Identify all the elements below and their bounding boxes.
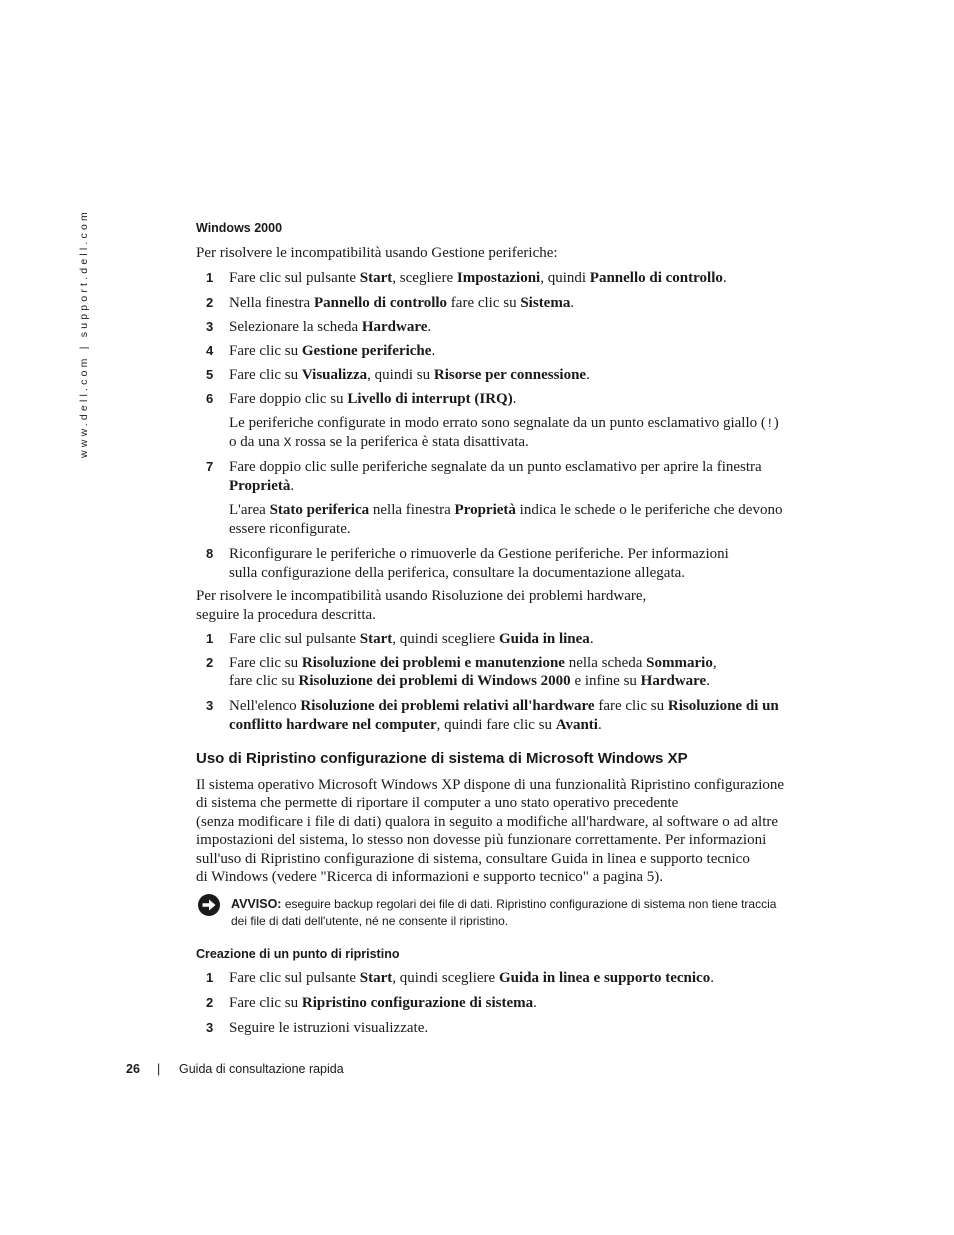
xp-paragraph-line: impostazioni del sistema, lo stesso non dovesse più funzionare correttamente. Per informazioni <box>196 832 767 848</box>
notice-arrow-icon <box>198 894 220 916</box>
intro-paragraph: Per risolvere le incompatibilità usando Gestione periferiche: <box>196 245 558 261</box>
step-6-note-line2: o da una X rossa se la periferica è stata disattivata. <box>229 434 529 450</box>
xp-paragraph-line: Il sistema operativo Microsoft Windows XP dispone di una funzionalità Ripristino configurazione <box>196 777 785 793</box>
intro2-line2: seguire la procedura descritta. <box>196 607 376 623</box>
page-number: 26 <box>126 1062 140 1076</box>
step-7-note: L'area Stato periferica nella finestra Proprietà indica le schede o le periferiche che devono <box>229 502 783 518</box>
restore-point-subheading: Creazione di un punto di ripristino <box>196 947 400 961</box>
xp-paragraph-line: di sistema che permette di riportare il computer a uno stato operativo precedente <box>196 795 679 811</box>
footer-separator: | <box>157 1062 161 1076</box>
xp-paragraph-line: di Windows (vedere "Ricerca di informazioni e supporto tecnico" a pagina 5). <box>196 869 664 885</box>
xp-paragraph-line: (senza modificare i file di dati) qualora in seguito a modifiche all'hardware, al software o ad altre <box>196 814 779 830</box>
step-6-note: Le periferiche configurate in modo errato sono segnalate da un punto esclamativo giallo (!) <box>229 415 779 431</box>
intro2-line1: Per risolvere le incompatibilità usando Risoluzione dei problemi hardware, <box>196 588 647 604</box>
xp-section-heading: Uso di Ripristino configurazione di sistema di Microsoft Windows XP <box>196 750 688 767</box>
windows-2000-heading: Windows 2000 <box>196 221 283 235</box>
xp-paragraph-line: sull'uso di Ripristino configurazione di sistema, consultare Guida in linea e supporto tecnico <box>196 851 750 867</box>
sidebar-url: www.dell.com | support.dell.com <box>78 209 90 458</box>
notice-text: AVVISO: eseguire backup regolari dei file di dati. Ripristino configurazione di sistema non tiene traccia <box>231 897 777 911</box>
footer-title: Guida di consultazione rapida <box>179 1062 344 1076</box>
notice-text-line2: dei file di dati dell'utente, né ne consente il ripristino. <box>231 914 509 928</box>
step-7-note-line2: essere riconfigurate. <box>229 521 351 537</box>
